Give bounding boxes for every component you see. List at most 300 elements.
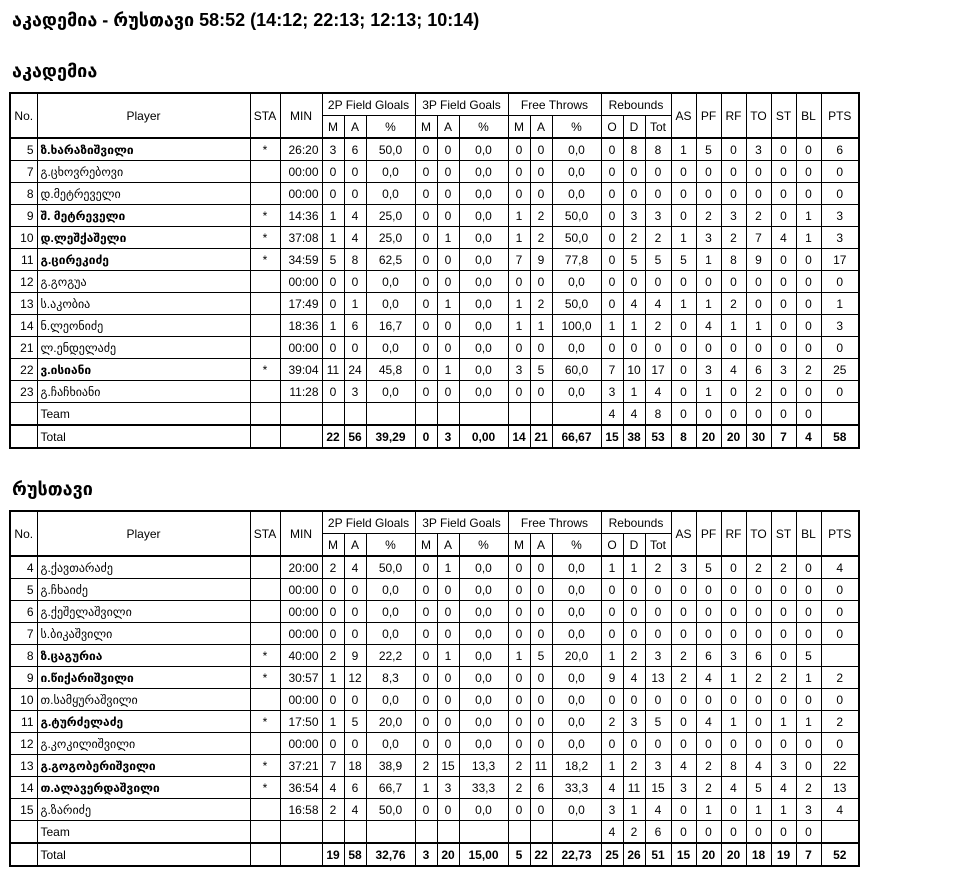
cell-ft-pct	[552, 403, 601, 426]
cell-as: 0	[671, 359, 696, 381]
cell-ft-m: 0	[508, 579, 530, 601]
cell-bl: 0	[796, 315, 821, 337]
cell-reb-o: 0	[601, 227, 623, 249]
cell-to: 0	[746, 689, 771, 711]
cell-ft-a: 0	[530, 601, 552, 623]
cell-rf: 3	[721, 205, 746, 227]
header-3p-field-goals-pct: %	[459, 534, 508, 557]
cell-fg3-m: 0	[415, 381, 437, 403]
cell-reb-o: 3	[601, 381, 623, 403]
cell-reb-o: 9	[601, 667, 623, 689]
cell-player: გ.ჩხაიძე	[37, 579, 250, 601]
cell-fg3-m	[415, 403, 437, 426]
cell-pf: 0	[696, 403, 721, 426]
cell-to: 30	[746, 425, 771, 448]
header-player: Player	[37, 511, 250, 556]
cell-player: Team	[37, 821, 250, 844]
cell-ft-a: 0	[530, 271, 552, 293]
header-rebounds: Rebounds	[601, 93, 671, 116]
cell-bl: 2	[796, 777, 821, 799]
total-row	[10, 843, 859, 866]
cell-pts: 0	[821, 733, 859, 755]
cell-st: 0	[771, 689, 796, 711]
cell-ft-m: 0	[508, 183, 530, 205]
header-to: TO	[746, 93, 771, 138]
cell-to: 0	[746, 579, 771, 601]
cell-fg2-m: 7	[322, 755, 344, 777]
cell-fg3-a: 0	[437, 271, 459, 293]
header-3p-field-goals: 3P Field Goals	[415, 511, 508, 534]
cell-no: 23	[10, 381, 37, 403]
header-bl: BL	[796, 93, 821, 138]
cell-fg2-a: 0	[344, 579, 366, 601]
cell-ft-m: 1	[508, 645, 530, 667]
cell-no: 13	[10, 293, 37, 315]
cell-no: 6	[10, 601, 37, 623]
cell-bl: 0	[796, 293, 821, 315]
cell-ft-m: 3	[508, 359, 530, 381]
cell-rf: 0	[721, 138, 746, 161]
cell-ft-pct: 100,0	[552, 315, 601, 337]
cell-ft-pct: 50,0	[552, 227, 601, 249]
cell-reb-o: 2	[601, 711, 623, 733]
cell-reb-tot: 2	[645, 315, 671, 337]
cell-rf: 20	[721, 425, 746, 448]
cell-to: 0	[746, 161, 771, 183]
header-bl: BL	[796, 511, 821, 556]
header-3p-field-goals-m: M	[415, 116, 437, 139]
cell-ft-pct: 0,0	[552, 161, 601, 183]
cell-fg3-a: 1	[437, 293, 459, 315]
cell-min: 11:28	[280, 381, 322, 403]
cell-to: 1	[746, 799, 771, 821]
cell-fg2-a: 8	[344, 249, 366, 271]
cell-min: 26:20	[280, 138, 322, 161]
cell-fg2-pct: 0,0	[366, 337, 415, 359]
cell-ft-m: 2	[508, 777, 530, 799]
cell-player: გ.გოგუა	[37, 271, 250, 293]
cell-reb-o: 0	[601, 601, 623, 623]
header-pts: PTS	[821, 511, 859, 556]
cell-pts: 52	[821, 843, 859, 866]
cell-min: 30:57	[280, 667, 322, 689]
cell-fg2-a: 4	[344, 227, 366, 249]
cell-min: 00:00	[280, 601, 322, 623]
cell-no: 12	[10, 733, 37, 755]
header-free-throws-pct: %	[552, 116, 601, 139]
cell-no: 22	[10, 359, 37, 381]
cell-fg2-pct: 50,0	[366, 799, 415, 821]
cell-reb-o: 0	[601, 205, 623, 227]
cell-player: შ. მეტრეველი	[37, 205, 250, 227]
cell-fg3-a: 0	[437, 667, 459, 689]
cell-pts: 2	[821, 711, 859, 733]
cell-fg2-m: 0	[322, 579, 344, 601]
header-st: ST	[771, 511, 796, 556]
cell-fg3-m: 0	[415, 733, 437, 755]
cell-bl: 0	[796, 689, 821, 711]
boxscore-table-away	[9, 510, 860, 867]
cell-min: 37:21	[280, 755, 322, 777]
cell-bl: 0	[796, 183, 821, 205]
player-row	[10, 315, 859, 337]
cell-ft-pct: 33,3	[552, 777, 601, 799]
cell-fg2-pct: 0,0	[366, 381, 415, 403]
cell-pf: 4	[696, 711, 721, 733]
cell-fg3-a	[437, 821, 459, 844]
cell-pf: 0	[696, 821, 721, 844]
cell-ft-pct: 0,0	[552, 556, 601, 579]
cell-pf: 1	[696, 293, 721, 315]
cell-ft-pct: 66,67	[552, 425, 601, 448]
cell-reb-tot: 3	[645, 645, 671, 667]
header-rebounds-o: O	[601, 534, 623, 557]
cell-fg3-a: 1	[437, 227, 459, 249]
cell-no: 9	[10, 205, 37, 227]
cell-fg3-pct: 0,0	[459, 601, 508, 623]
cell-reb-d: 0	[623, 337, 645, 359]
header-3p-field-goals-pct: %	[459, 116, 508, 139]
cell-ft-pct: 18,2	[552, 755, 601, 777]
header-as: AS	[671, 511, 696, 556]
cell-bl: 2	[796, 359, 821, 381]
cell-bl: 1	[796, 667, 821, 689]
cell-fg2-a: 4	[344, 799, 366, 821]
cell-ft-pct: 0,0	[552, 381, 601, 403]
cell-player: დ.მეტრეველი	[37, 183, 250, 205]
cell-fg2-m: 11	[322, 359, 344, 381]
header-2p-field-goals-m: M	[322, 116, 344, 139]
cell-reb-o: 4	[601, 821, 623, 844]
cell-as: 3	[671, 777, 696, 799]
cell-bl: 0	[796, 623, 821, 645]
cell-fg3-a: 1	[437, 645, 459, 667]
cell-pts: 0	[821, 601, 859, 623]
cell-ft-m: 14	[508, 425, 530, 448]
cell-ft-m: 0	[508, 601, 530, 623]
cell-reb-d: 2	[623, 755, 645, 777]
cell-reb-tot: 0	[645, 337, 671, 359]
cell-st: 7	[771, 425, 796, 448]
cell-ft-pct: 77,8	[552, 249, 601, 271]
cell-ft-a: 0	[530, 556, 552, 579]
header-free-throws: Free Throws	[508, 93, 601, 116]
player-row	[10, 623, 859, 645]
cell-sta: *	[250, 667, 280, 689]
cell-as: 15	[671, 843, 696, 866]
cell-pf: 2	[696, 755, 721, 777]
cell-sta	[250, 821, 280, 844]
cell-reb-d: 8	[623, 138, 645, 161]
player-row	[10, 799, 859, 821]
cell-as: 0	[671, 601, 696, 623]
cell-sta: *	[250, 359, 280, 381]
cell-min: 14:36	[280, 205, 322, 227]
cell-fg3-m: 0	[415, 579, 437, 601]
cell-fg2-m: 2	[322, 799, 344, 821]
cell-fg3-pct: 0,0	[459, 711, 508, 733]
cell-rf: 1	[721, 711, 746, 733]
cell-pts: 4	[821, 799, 859, 821]
cell-as: 5	[671, 249, 696, 271]
cell-pf: 0	[696, 183, 721, 205]
cell-pf: 4	[696, 315, 721, 337]
header-free-throws-a: A	[530, 116, 552, 139]
cell-reb-tot: 0	[645, 161, 671, 183]
header-rebounds-tot: Tot	[645, 116, 671, 139]
cell-as: 0	[671, 403, 696, 426]
cell-fg3-a: 0	[437, 138, 459, 161]
cell-pf: 0	[696, 579, 721, 601]
player-row	[10, 755, 859, 777]
cell-ft-m: 2	[508, 755, 530, 777]
cell-fg3-pct: 0,0	[459, 733, 508, 755]
cell-ft-m: 0	[508, 799, 530, 821]
cell-fg2-a: 4	[344, 556, 366, 579]
cell-reb-o: 15	[601, 425, 623, 448]
cell-no: 11	[10, 711, 37, 733]
cell-reb-d: 0	[623, 161, 645, 183]
cell-sta	[250, 425, 280, 448]
cell-bl: 1	[796, 205, 821, 227]
cell-ft-m: 0	[508, 667, 530, 689]
cell-reb-d: 0	[623, 183, 645, 205]
cell-fg2-m: 0	[322, 381, 344, 403]
cell-bl: 0	[796, 556, 821, 579]
cell-pts: 0	[821, 337, 859, 359]
player-row	[10, 271, 859, 293]
cell-to: 2	[746, 667, 771, 689]
cell-pf: 1	[696, 249, 721, 271]
cell-bl: 0	[796, 821, 821, 844]
header-3p-field-goals-m: M	[415, 534, 437, 557]
cell-pf: 2	[696, 205, 721, 227]
player-row	[10, 183, 859, 205]
cell-fg2-a: 0	[344, 271, 366, 293]
cell-ft-a: 0	[530, 711, 552, 733]
cell-fg3-m: 1	[415, 777, 437, 799]
header-as: AS	[671, 93, 696, 138]
cell-pts: 1	[821, 293, 859, 315]
cell-ft-m: 5	[508, 843, 530, 866]
cell-pf: 2	[696, 777, 721, 799]
cell-fg2-m: 22	[322, 425, 344, 448]
cell-bl: 0	[796, 381, 821, 403]
cell-bl: 0	[796, 755, 821, 777]
cell-fg3-m: 0	[415, 667, 437, 689]
cell-bl: 0	[796, 249, 821, 271]
cell-pf: 6	[696, 645, 721, 667]
header-player: Player	[37, 93, 250, 138]
header-free-throws-a: A	[530, 534, 552, 557]
cell-fg2-a: 1	[344, 293, 366, 315]
cell-reb-d: 0	[623, 271, 645, 293]
cell-as: 4	[671, 755, 696, 777]
cell-ft-a: 21	[530, 425, 552, 448]
cell-no: 8	[10, 645, 37, 667]
cell-rf: 0	[721, 183, 746, 205]
header-free-throws-m: M	[508, 116, 530, 139]
cell-fg2-pct: 0,0	[366, 601, 415, 623]
cell-sta: *	[250, 205, 280, 227]
cell-as: 1	[671, 293, 696, 315]
cell-st: 2	[771, 556, 796, 579]
cell-fg3-a: 0	[437, 799, 459, 821]
cell-reb-d: 3	[623, 711, 645, 733]
cell-sta	[250, 403, 280, 426]
cell-fg3-a: 0	[437, 183, 459, 205]
cell-player: ლ.ენდელაძე	[37, 337, 250, 359]
cell-pts: 3	[821, 205, 859, 227]
cell-rf: 2	[721, 227, 746, 249]
cell-reb-tot: 5	[645, 249, 671, 271]
cell-ft-a: 2	[530, 227, 552, 249]
cell-st: 0	[771, 645, 796, 667]
cell-sta	[250, 799, 280, 821]
cell-pf: 3	[696, 359, 721, 381]
cell-bl: 5	[796, 645, 821, 667]
cell-no: 5	[10, 138, 37, 161]
cell-sta: *	[250, 711, 280, 733]
cell-pts: 0	[821, 381, 859, 403]
cell-fg3-m: 0	[415, 205, 437, 227]
cell-reb-tot: 4	[645, 799, 671, 821]
cell-player: ი.წიქარიშვილი	[37, 667, 250, 689]
header-st: ST	[771, 93, 796, 138]
cell-ft-pct: 0,0	[552, 689, 601, 711]
cell-sta	[250, 293, 280, 315]
cell-fg2-m: 3	[322, 138, 344, 161]
cell-pf: 20	[696, 425, 721, 448]
cell-pts: 25	[821, 359, 859, 381]
cell-to: 0	[746, 601, 771, 623]
cell-fg2-a: 18	[344, 755, 366, 777]
cell-ft-a: 9	[530, 249, 552, 271]
cell-pf: 5	[696, 138, 721, 161]
cell-no: 11	[10, 249, 37, 271]
cell-fg3-pct: 0,0	[459, 667, 508, 689]
cell-fg3-pct: 0,0	[459, 161, 508, 183]
cell-to: 0	[746, 711, 771, 733]
cell-ft-pct: 0,0	[552, 138, 601, 161]
cell-no: 8	[10, 183, 37, 205]
cell-player: გ.ცირეკიძე	[37, 249, 250, 271]
cell-min: 37:08	[280, 227, 322, 249]
cell-ft-pct: 0,0	[552, 799, 601, 821]
cell-fg3-m: 0	[415, 711, 437, 733]
cell-to: 6	[746, 359, 771, 381]
cell-no	[10, 425, 37, 448]
cell-ft-m: 1	[508, 205, 530, 227]
cell-reb-o: 0	[601, 293, 623, 315]
cell-pf: 0	[696, 733, 721, 755]
cell-sta	[250, 623, 280, 645]
cell-reb-tot: 51	[645, 843, 671, 866]
cell-bl: 3	[796, 799, 821, 821]
cell-fg2-pct: 0,0	[366, 293, 415, 315]
cell-ft-a: 0	[530, 799, 552, 821]
cell-to: 18	[746, 843, 771, 866]
cell-bl: 1	[796, 227, 821, 249]
cell-st: 2	[771, 667, 796, 689]
cell-pf: 0	[696, 601, 721, 623]
header-2p-field-goals-pct: %	[366, 116, 415, 139]
cell-fg3-pct: 0,0	[459, 689, 508, 711]
player-row	[10, 249, 859, 271]
cell-reb-tot: 2	[645, 227, 671, 249]
cell-bl: 1	[796, 711, 821, 733]
cell-fg3-a: 20	[437, 843, 459, 866]
cell-reb-tot: 0	[645, 579, 671, 601]
cell-ft-pct: 0,0	[552, 271, 601, 293]
cell-player: გ.ტურძელაძე	[37, 711, 250, 733]
cell-fg2-m: 1	[322, 711, 344, 733]
cell-sta: *	[250, 777, 280, 799]
cell-fg2-pct: 0,0	[366, 689, 415, 711]
cell-fg2-a: 12	[344, 667, 366, 689]
cell-to: 0	[746, 403, 771, 426]
cell-player: ს.აკობია	[37, 293, 250, 315]
cell-fg2-pct: 62,5	[366, 249, 415, 271]
cell-reb-tot: 3	[645, 755, 671, 777]
cell-ft-m	[508, 821, 530, 844]
cell-ft-pct: 50,0	[552, 205, 601, 227]
cell-ft-pct: 0,0	[552, 623, 601, 645]
cell-reb-tot: 13	[645, 667, 671, 689]
cell-min: 00:00	[280, 161, 322, 183]
cell-player: გ.ზარიძე	[37, 799, 250, 821]
cell-reb-d: 3	[623, 205, 645, 227]
player-row	[10, 579, 859, 601]
cell-ft-pct: 0,0	[552, 667, 601, 689]
cell-fg2-a: 0	[344, 337, 366, 359]
cell-fg3-m: 3	[415, 843, 437, 866]
cell-pts: 3	[821, 227, 859, 249]
cell-fg3-pct: 0,0	[459, 799, 508, 821]
cell-st: 3	[771, 755, 796, 777]
cell-ft-a	[530, 821, 552, 844]
cell-pf: 20	[696, 843, 721, 866]
cell-reb-o: 0	[601, 689, 623, 711]
cell-reb-tot: 53	[645, 425, 671, 448]
cell-fg3-a	[437, 403, 459, 426]
cell-fg3-a: 0	[437, 733, 459, 755]
cell-rf: 0	[721, 733, 746, 755]
cell-st: 0	[771, 271, 796, 293]
cell-ft-a: 2	[530, 205, 552, 227]
cell-pf: 3	[696, 227, 721, 249]
cell-no: 21	[10, 337, 37, 359]
cell-st: 0	[771, 138, 796, 161]
cell-sta: *	[250, 645, 280, 667]
cell-rf: 0	[721, 579, 746, 601]
cell-bl: 0	[796, 337, 821, 359]
cell-fg2-a: 6	[344, 138, 366, 161]
cell-rf: 1	[721, 315, 746, 337]
cell-ft-m: 1	[508, 227, 530, 249]
cell-min: 00:00	[280, 579, 322, 601]
cell-reb-o: 0	[601, 249, 623, 271]
cell-no: 14	[10, 777, 37, 799]
cell-fg3-m: 0	[415, 556, 437, 579]
cell-sta: *	[250, 227, 280, 249]
cell-reb-d: 0	[623, 601, 645, 623]
cell-min: 34:59	[280, 249, 322, 271]
cell-no: 15	[10, 799, 37, 821]
cell-ft-pct: 60,0	[552, 359, 601, 381]
cell-ft-m	[508, 403, 530, 426]
cell-no	[10, 403, 37, 426]
